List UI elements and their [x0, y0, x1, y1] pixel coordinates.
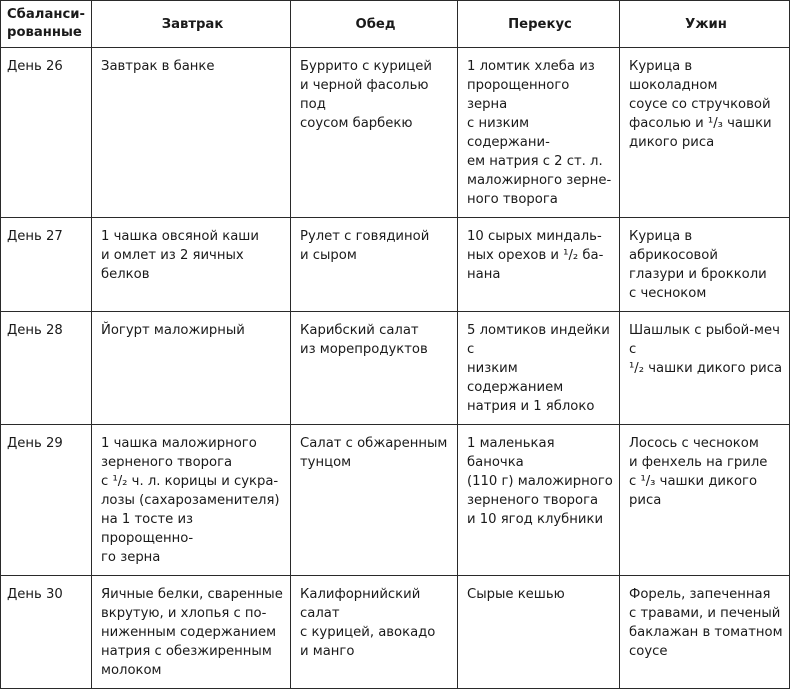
lunch-cell: Рулет с говядиной и сыром	[291, 218, 458, 312]
dinner-cell: Лосось с чесноком и фенхель на гриле с ¹/₃ чашки дикого риса	[620, 425, 790, 576]
day-cell: День 26	[1, 48, 92, 218]
header-row	[1, 1, 790, 48]
breakfast-cell: Завтрак в банке	[92, 48, 291, 218]
dinner-cell: Шашлык с рыбой-меч с ¹/₂ чашки дикого риса	[620, 312, 790, 425]
table-row	[1, 425, 790, 576]
breakfast-cell: Яичные белки, сваренные вкрутую, и хлопья с по- ниженным содержанием натрия с обезжиренным молоком	[92, 576, 291, 689]
day-cell: День 28	[1, 312, 92, 425]
header-dinner: Ужин	[620, 1, 790, 48]
breakfast-cell: 1 чашка маложирного зерненого творога с ¹/₂ ч. л. корицы и сукра- лозы (сахарозаменителя) на 1 тосте из пророщенно- го зерна	[92, 425, 291, 576]
day-cell: День 27	[1, 218, 92, 312]
snack-cell: Сырые кешью	[458, 576, 620, 689]
dinner-cell: Форель, запеченная с травами, и печеный баклажан в томатном соусе	[620, 576, 790, 689]
snack-cell: 5 ломтиков индейки с низким содержанием натрия и 1 яблоко	[458, 312, 620, 425]
table-row	[1, 218, 790, 312]
lunch-cell: Буррито с курицей и черной фасолью под соусом барбекю	[291, 48, 458, 218]
table-row	[1, 576, 790, 689]
snack-cell: 1 ломтик хлеба из пророщенного зерна с низким содержани- ем натрия с 2 ст. л. маложирного зерне- ного творога	[458, 48, 620, 218]
lunch-cell: Калифорнийский салат с курицей, авокадо и манго	[291, 576, 458, 689]
snack-cell: 10 сырых миндаль- ных орехов и ¹/₂ ба- нана	[458, 218, 620, 312]
lunch-cell: Салат с обжаренным тунцом	[291, 425, 458, 576]
header-day: Сбаланси- рованные	[1, 1, 92, 48]
breakfast-cell: 1 чашка овсяной каши и омлет из 2 яичных белков	[92, 218, 291, 312]
lunch-cell: Карибский салат из морепродуктов	[291, 312, 458, 425]
day-cell: День 29	[1, 425, 92, 576]
day-cell: День 30	[1, 576, 92, 689]
breakfast-cell: Йогурт маложирный	[92, 312, 291, 425]
header-snack: Перекус	[458, 1, 620, 48]
snack-cell: 1 маленькая баночка (110 г) маложирного зерненого творога и 10 ягод клубники	[458, 425, 620, 576]
header-breakfast: Завтрак	[92, 1, 291, 48]
table-row	[1, 48, 790, 218]
dinner-cell: Курица в абрикосовой глазури и брокколи с чесноком	[620, 218, 790, 312]
table-row	[1, 312, 790, 425]
dinner-cell: Курица в шоколадном соусе со стручковой фасолью и ¹/₃ чашки дикого риса	[620, 48, 790, 218]
header-lunch: Обед	[291, 1, 458, 48]
